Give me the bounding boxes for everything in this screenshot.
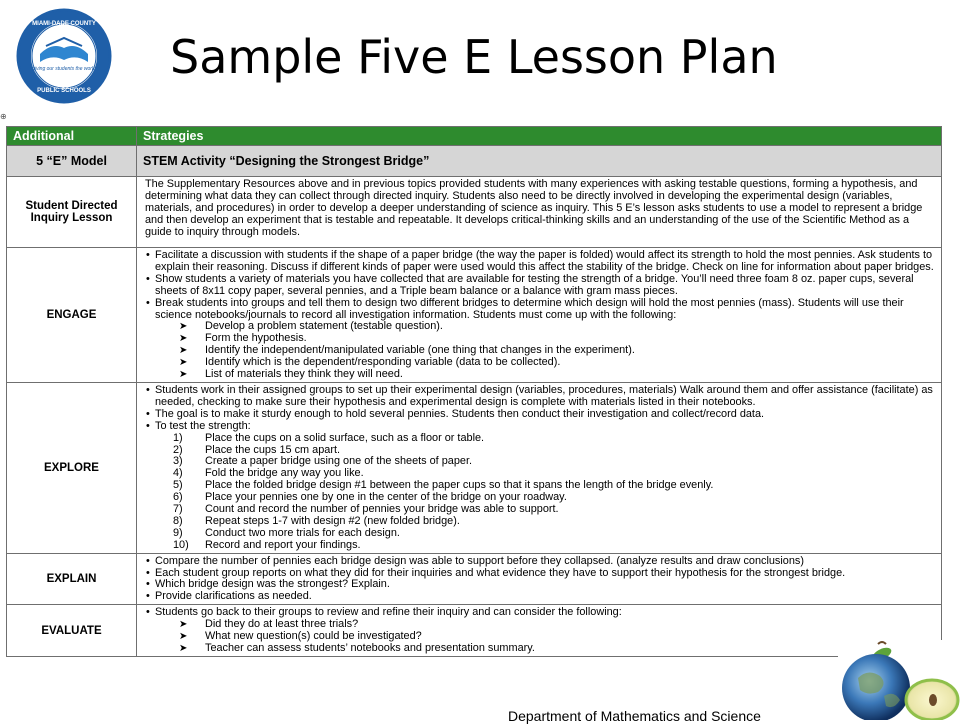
explain-bullet: • Compare the number of pennies each bridge design was able to support before they collapsed. (analyze results and draw conclusions) — [145, 556, 937, 568]
logo-text-bottom: PUBLIC SCHOOLS — [37, 88, 91, 94]
inquiry-text — [137, 177, 942, 248]
table-move-handle-icon[interactable]: ⊕ — [0, 112, 7, 121]
evaluate-bullet: • Students go back to their groups to review and refine their inquiry and can consider the following: — [145, 607, 937, 619]
engage-bullet: • Show students a variety of materials you have collected that are available for testing the strength of a bridge. You’ll need three foam 8 oz. paper cups, several sheets of 8x11 copy paper, several pennies, and a Triple beam balance or a balance with gram mass pieces. — [145, 274, 937, 298]
inquiry-label: Student Directed Inquiry Lesson — [7, 177, 137, 248]
evaluate-label: EVALUATE — [7, 605, 137, 657]
logo-text-top: MIAMI-DADE COUNTY — [32, 21, 96, 27]
step-number: 3) — [173, 455, 183, 468]
lesson-plan-table-container — [6, 126, 942, 720]
step-text: Place the cups 15 cm apart. — [205, 443, 340, 456]
explore-bullet: • Students work in their assigned groups to set up their experimental design (variables, procedures, materials) Walk around them and offer assistance (facilitate) as needed, checking to make sure their hypothesis and experimental design is complete with materials listed in their notebooks. — [145, 385, 937, 409]
header-strategies: Strategies — [137, 127, 942, 146]
model-row — [7, 146, 942, 177]
step-text: Place your pennies one by one in the center of the bridge on your roadway. — [205, 491, 567, 504]
explore-row — [7, 382, 942, 553]
page-title: Sample Five E Lesson Plan — [170, 30, 778, 84]
inquiry-row — [7, 177, 942, 248]
activity-title: STEM Activity “Designing the Strongest Bridge” — [137, 146, 942, 177]
header-additional: Additional — [7, 127, 137, 146]
evaluate-row — [7, 605, 942, 657]
engage-sub-item: ➤ Form the hypothesis. — [145, 333, 937, 345]
explain-bullet: • Each student group reports on what they did for their inquiries and what evidence they have to support their hypothesis for the strongest bridge. — [145, 568, 937, 580]
engage-row — [7, 248, 942, 383]
step-number: 8) — [173, 514, 183, 527]
step-text: Count and record the number of pennies your bridge was able to support. — [205, 503, 559, 516]
engage-bullet: • Facilitate a discussion with students if the shape of a paper bridge (the way the paper is folded) would affect its strength to hold the most pennies. Ask students to explain their reasoning. Discuss if different kinds of paper were used would this affect the stability of the bridge. Check on line for information about paper bridges. — [145, 250, 937, 274]
globe-apple-icon — [838, 640, 960, 720]
step-number: 4) — [173, 467, 183, 480]
explore-label: EXPLORE — [7, 382, 137, 553]
inquiry-paragraph: The Supplementary Resources above and in previous topics provided students with many experiences with asking testable questions, forming a hypothesis, and determining what data they can collect through directed inquiry. Students also need to be directly involved in developing the experimental design (variables, materials, and procedures) in order to develop a deeper understanding of science as inquiry. This 5 E’s lesson asks students to use a model to represent a bridge and then develop an experiment that is testable and repeatable. It develops critical-thinking skills and an understanding of the use of the Scientific Method as a guide to inquiry through models. — [145, 178, 923, 238]
step-number: 5) — [173, 479, 183, 492]
step-number: 10) — [173, 538, 189, 551]
table-header-row — [7, 127, 942, 146]
step-text: Conduct two more trials for each design. — [205, 526, 400, 539]
step-text: Place the folded bridge design #1 between the paper cups so that it spans the length of the bridge evenly. — [205, 479, 714, 492]
evaluate-content — [137, 605, 942, 657]
step-text: Repeat steps 1-7 with design #2 (new folded bridge). — [205, 514, 460, 527]
district-logo — [16, 8, 112, 104]
evaluate-sub-item: ➤ What new question(s) could be investigated? — [145, 631, 937, 643]
step-text: Record and report your findings. — [205, 538, 361, 551]
explain-row — [7, 553, 942, 605]
evaluate-sub-item: ➤ Teacher can assess students’ notebooks and presentation summary. — [145, 643, 937, 655]
explain-bullet: • Which bridge design was the strongest? Explain. — [145, 579, 937, 591]
engage-bullet: • Break students into groups and tell them to design two different bridges to determine which design will hold the most pennies (mass). Students will use their science notebooks/journals to record all investigation information. Students must come up with the following: — [145, 298, 937, 322]
engage-label: ENGAGE — [7, 248, 137, 383]
engage-sub-item: ➤ Identify the independent/manipulated variable (one thing that changes in the experiment). — [145, 345, 937, 357]
step-number: 1) — [173, 431, 183, 444]
logo-slogan: giving our students the world — [32, 66, 96, 72]
step-text: Create a paper bridge using one of the sheets of paper. — [205, 455, 473, 468]
explore-content — [137, 382, 942, 553]
step-number: 6) — [173, 491, 183, 504]
explore-step — [145, 540, 937, 552]
explain-bullet: • Provide clarifications as needed. — [145, 591, 937, 603]
step-number: 7) — [173, 503, 183, 516]
footer-department: Department of Mathematics and Science — [508, 708, 761, 724]
lesson-plan-table — [6, 126, 942, 657]
engage-sub-item: ➤ Identify which is the dependent/responding variable (data to be collected). — [145, 357, 937, 369]
step-number: 2) — [173, 443, 183, 456]
engage-sub-item: ➤ Develop a problem statement (testable question). — [145, 321, 937, 333]
engage-content — [137, 248, 942, 383]
explore-bullet: • To test the strength: — [145, 421, 937, 433]
explain-content — [137, 553, 942, 605]
explore-bullet: • The goal is to make it sturdy enough to hold several pennies. Students then conduct their investigation and collect/record data. — [145, 409, 937, 421]
explain-label: EXPLAIN — [7, 553, 137, 605]
step-text: Fold the bridge any way you like. — [205, 467, 364, 480]
evaluate-sub-item: ➤ Did they do at least three trials? — [145, 619, 937, 631]
engage-sub-item: ➤ List of materials they think they will need. — [145, 369, 937, 381]
step-number: 9) — [173, 526, 183, 539]
step-text: Place the cups on a solid surface, such as a floor or table. — [205, 431, 485, 444]
model-label: 5 “E” Model — [7, 146, 137, 177]
